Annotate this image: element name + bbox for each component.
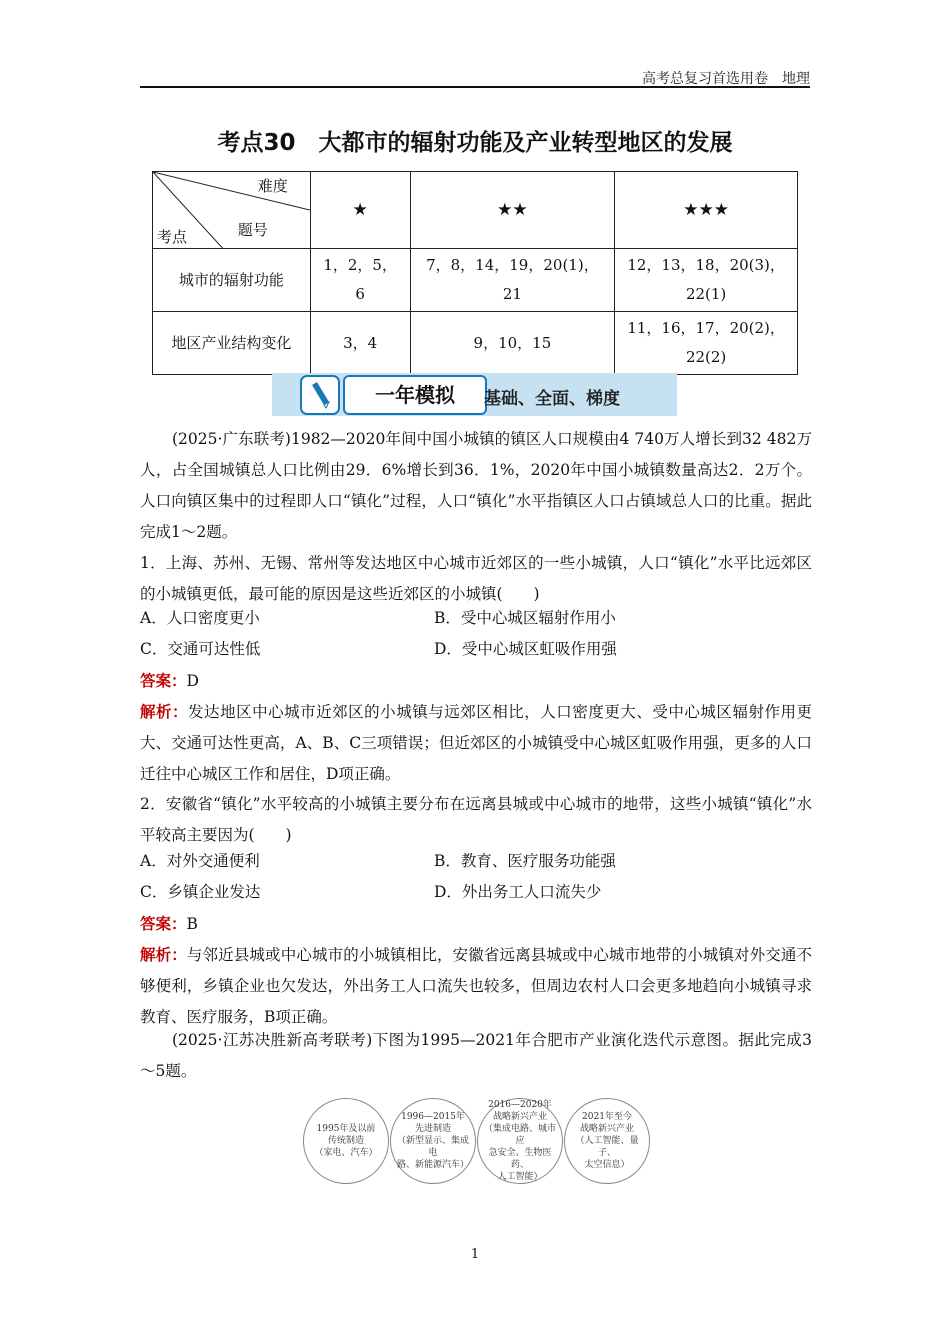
stage-line: （人工智能、量子、 bbox=[575, 1136, 639, 1158]
stage-line: 太空信息） bbox=[584, 1160, 630, 1170]
intro-paragraph-1: (2025·广东联考)1982—2020年间中国小城镇的镇区人口规模由4 740万人增长到32 482万人，占全国城镇总人口比例由29．6%增长到36．1%，2020年中国小城镇数量高达2．2万个。人口向镇区集中的过程即人口“镇化”过程，人口“镇化”水平指镇区人口占镇域总人口的比重。据此完成1～2题。 bbox=[140, 430, 812, 541]
running-header: 高考总复习首选用卷 地理 bbox=[642, 71, 810, 87]
answer-label: 答案： bbox=[140, 914, 187, 933]
q1-option-c: C．交通可达性低 bbox=[140, 640, 261, 658]
page-number: 1 bbox=[470, 1247, 480, 1262]
stage-line: 战略新兴产业 bbox=[579, 1124, 634, 1134]
corner-label-difficulty: 难度 bbox=[257, 177, 288, 195]
stage-line: 路、新能源汽车） bbox=[397, 1160, 470, 1170]
stage-line: 1995年及以前 bbox=[316, 1124, 376, 1134]
table-corner-cell bbox=[153, 172, 311, 249]
stage-line: （家电、汽车） bbox=[314, 1148, 378, 1158]
stage-line: 急安全、生物医药、 bbox=[488, 1148, 552, 1170]
row-cell: 3，4 bbox=[310, 312, 410, 375]
analysis-text: 发达地区中心城市近郊区的小城镇与远郊区相比，人口密度更大、受中心城区辐射作用更大、交通可达性更高，A、B、C三项错误；但近郊区的小城镇受中心城区虹吸作用强，更多的人口迁往中心城区工作和居住，D项正确。 bbox=[140, 703, 812, 783]
row-cell: 1，2，5，6 bbox=[310, 249, 410, 312]
stage-line: 人工智能） bbox=[497, 1172, 543, 1182]
q2-answer bbox=[140, 908, 198, 940]
answer-value: B bbox=[186, 915, 198, 933]
corner-label-topic: 考点 bbox=[157, 228, 188, 246]
analysis-label: 解析： bbox=[140, 702, 189, 721]
row-topic: 地区产业结构变化 bbox=[153, 312, 311, 375]
difficulty-table bbox=[152, 171, 798, 375]
row-cell: 11，16，17，20(2)，22(2) bbox=[615, 312, 798, 375]
q2-option-d: D．外出务工人口流失少 bbox=[434, 883, 602, 901]
q1-answer bbox=[140, 665, 199, 697]
section-banner bbox=[272, 373, 677, 416]
pencil-icon bbox=[300, 375, 340, 415]
level-header-3: ★★★ bbox=[615, 172, 798, 249]
header-rule bbox=[140, 86, 810, 88]
question-1-stem: 1．上海、苏州、无锡、常州等发达地区中心城市近郊区的一些小城镇，人口“镇化”水平比远郊区的小城镇更低，最可能的原因是这些近郊区的小城镇( ) bbox=[140, 554, 812, 603]
q2-analysis bbox=[140, 939, 812, 1033]
page-title: 考点30 大都市的辐射功能及产业转型地区的发展 bbox=[217, 130, 733, 156]
level-header-2: ★★ bbox=[410, 172, 615, 249]
stage-line: 2016—2020年 bbox=[488, 1100, 552, 1110]
banner-subtitle: 基础、全面、梯度 bbox=[484, 389, 620, 409]
row-cell: 7，8，14，19，20(1)，21 bbox=[410, 249, 615, 312]
stage-circle-3 bbox=[477, 1098, 563, 1184]
stage-line: （新型显示、集成电 bbox=[397, 1136, 470, 1158]
row-cell: 12，13，18，20(3)，22(1) bbox=[615, 249, 798, 312]
intro-paragraph-2: (2025·江苏决胜新高考联考)下图为1995—2021年合肥市产业演化迭代示意图。据此完成3～5题。 bbox=[140, 1031, 812, 1080]
stage-circle-1 bbox=[303, 1098, 389, 1184]
answer-value: D bbox=[186, 672, 199, 690]
stage-circle-4 bbox=[564, 1098, 650, 1184]
stage-line: （集成电路、城市应 bbox=[484, 1124, 557, 1146]
q1-option-b: B．受中心城区辐射作用小 bbox=[434, 609, 616, 627]
table-row bbox=[153, 249, 798, 312]
q1-option-d: D．受中心城区虹吸作用强 bbox=[434, 640, 617, 658]
q1-analysis bbox=[140, 696, 812, 790]
table-row bbox=[153, 312, 798, 375]
banner-label: 一年模拟 bbox=[343, 375, 487, 415]
level-header-1: ★ bbox=[310, 172, 410, 249]
stage-line: 2021年至今 bbox=[582, 1112, 632, 1122]
stage-line: 1996—2015年 bbox=[401, 1112, 465, 1122]
q2-option-a: A．对外交通便利 bbox=[140, 852, 260, 870]
analysis-label: 解析： bbox=[140, 945, 187, 964]
stage-line: 战略新兴产业 bbox=[492, 1112, 547, 1122]
corner-label-question: 题号 bbox=[237, 221, 268, 239]
analysis-text: 与邻近县城或中心城市的小城镇相比，安徽省远离县城或中心城市地带的小城镇对外交通不够便利，乡镇企业也欠发达，外出务工人口流失也较多，但周边农村人口会更多地趋向小城镇寻求教育、医疗服务，B项正确。 bbox=[140, 946, 812, 1026]
stage-line: 先进制造 bbox=[414, 1124, 451, 1134]
row-cell: 9，10，15 bbox=[410, 312, 615, 375]
stage-line: 传统制造 bbox=[327, 1136, 364, 1146]
q1-option-a: A．人口密度更小 bbox=[140, 609, 260, 627]
question-2-stem: 2．安徽省“镇化”水平较高的小城镇主要分布在远离县城或中心城市的地带，这些小城镇“镇化”水平较高主要因为( ) bbox=[140, 795, 812, 844]
answer-label: 答案： bbox=[140, 671, 187, 690]
q2-option-c: C．乡镇企业发达 bbox=[140, 883, 261, 901]
row-topic: 城市的辐射功能 bbox=[153, 249, 311, 312]
q2-option-b: B．教育、医疗服务功能强 bbox=[434, 852, 616, 870]
stage-circle-2 bbox=[390, 1098, 476, 1184]
